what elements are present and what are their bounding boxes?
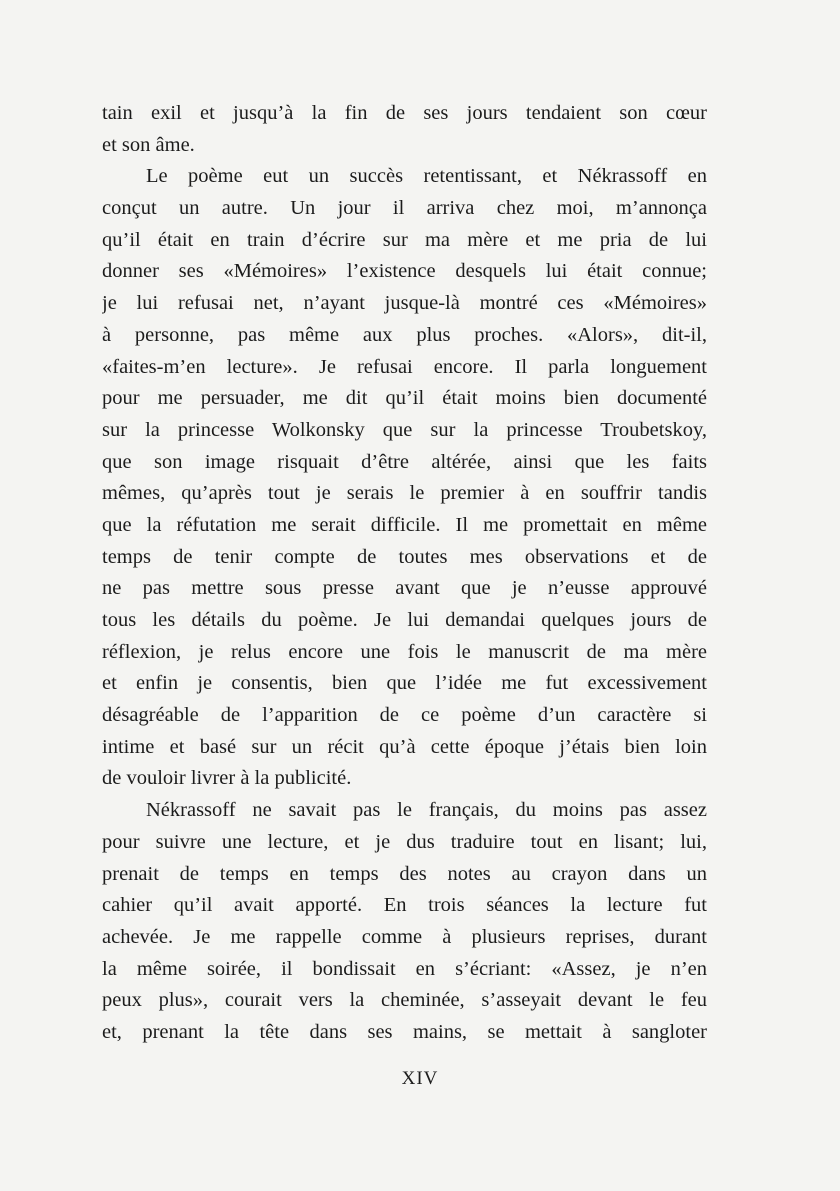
text-line: prenait de temps en temps des notes au crayon dans un bbox=[102, 862, 707, 885]
text-line: désagréable de l’apparition de ce poème d’un caractère si bbox=[102, 704, 707, 727]
text-line: donner ses «Mémoires» l’existence desquels lui était connue; bbox=[102, 260, 707, 283]
text-line: Nékrassoff ne savait pas le français, du moins pas assez bbox=[146, 799, 707, 822]
page-number: XIV bbox=[401, 1068, 439, 1089]
text-line: et, prenant la tête dans ses mains, se mettait à sangloter bbox=[102, 1020, 707, 1043]
text-line: mêmes, qu’après tout je serais le premier à en souffrir tandis bbox=[102, 482, 707, 505]
text-line: cahier qu’il avait apporté. En trois séances la lecture fut bbox=[102, 894, 707, 917]
text-line: conçut un autre. Un jour il arriva chez moi, m’annonça bbox=[102, 197, 707, 220]
text-line: et enfin je consentis, bien que l’idée me fut excessivement bbox=[102, 672, 707, 695]
text-line: que la réfutation me serait difficile. Il me promettait en même bbox=[102, 513, 707, 536]
text-line: pour suivre une lecture, et je dus traduire tout en lisant; lui, bbox=[102, 830, 707, 853]
text-line: de vouloir livrer à la publicité. bbox=[102, 767, 352, 790]
text-line: réflexion, je relus encore une fois le manuscrit de ma mère bbox=[102, 640, 707, 663]
text-line: Le poème eut un succès retentissant, et Nékrassoff en bbox=[146, 165, 707, 188]
text-line: à personne, pas même aux plus proches. «Alors», dit-il, bbox=[102, 323, 707, 346]
text-line: tous les détails du poème. Je lui demandai quelques jours de bbox=[102, 609, 707, 631]
body-text bbox=[102, 98, 707, 1049]
text-line: que son image risquait d’être altérée, ainsi que les faits bbox=[102, 450, 707, 473]
text-line: achevée. Je me rappelle comme à plusieurs reprises, durant bbox=[102, 925, 707, 948]
text-line: sur la princesse Wolkonsky que sur la princesse Troubetskoy, bbox=[102, 418, 707, 441]
text-line: peux plus», courait vers la cheminée, s’asseyait devant le feu bbox=[102, 989, 707, 1012]
text-line: la même soirée, il bondissait en s’écriant: «Assez, je n’en bbox=[102, 957, 707, 980]
text-line: et son âme. bbox=[102, 133, 195, 156]
text-line: je lui refusai net, n’ayant jusque-là montré ces «Mémoires» bbox=[102, 292, 707, 315]
text-line: ne pas mettre sous presse avant que je n’eusse approuvé bbox=[102, 577, 707, 600]
text-line: «faites-m’en lecture». Je refusai encore. Il parla longuement bbox=[102, 355, 707, 378]
text-line: tain exil et jusqu’à la fin de ses jours tendaient son cœur bbox=[102, 102, 707, 124]
text-line: temps de tenir compte de toutes mes observations et de bbox=[102, 545, 707, 568]
text-line: intime et basé sur un récit qu’à cette époque j’étais bien loin bbox=[102, 735, 707, 758]
text-line: pour me persuader, me dit qu’il était moins bien documenté bbox=[102, 387, 707, 410]
text-line: qu’il était en train d’écrire sur ma mère et me pria de lui bbox=[102, 228, 707, 251]
